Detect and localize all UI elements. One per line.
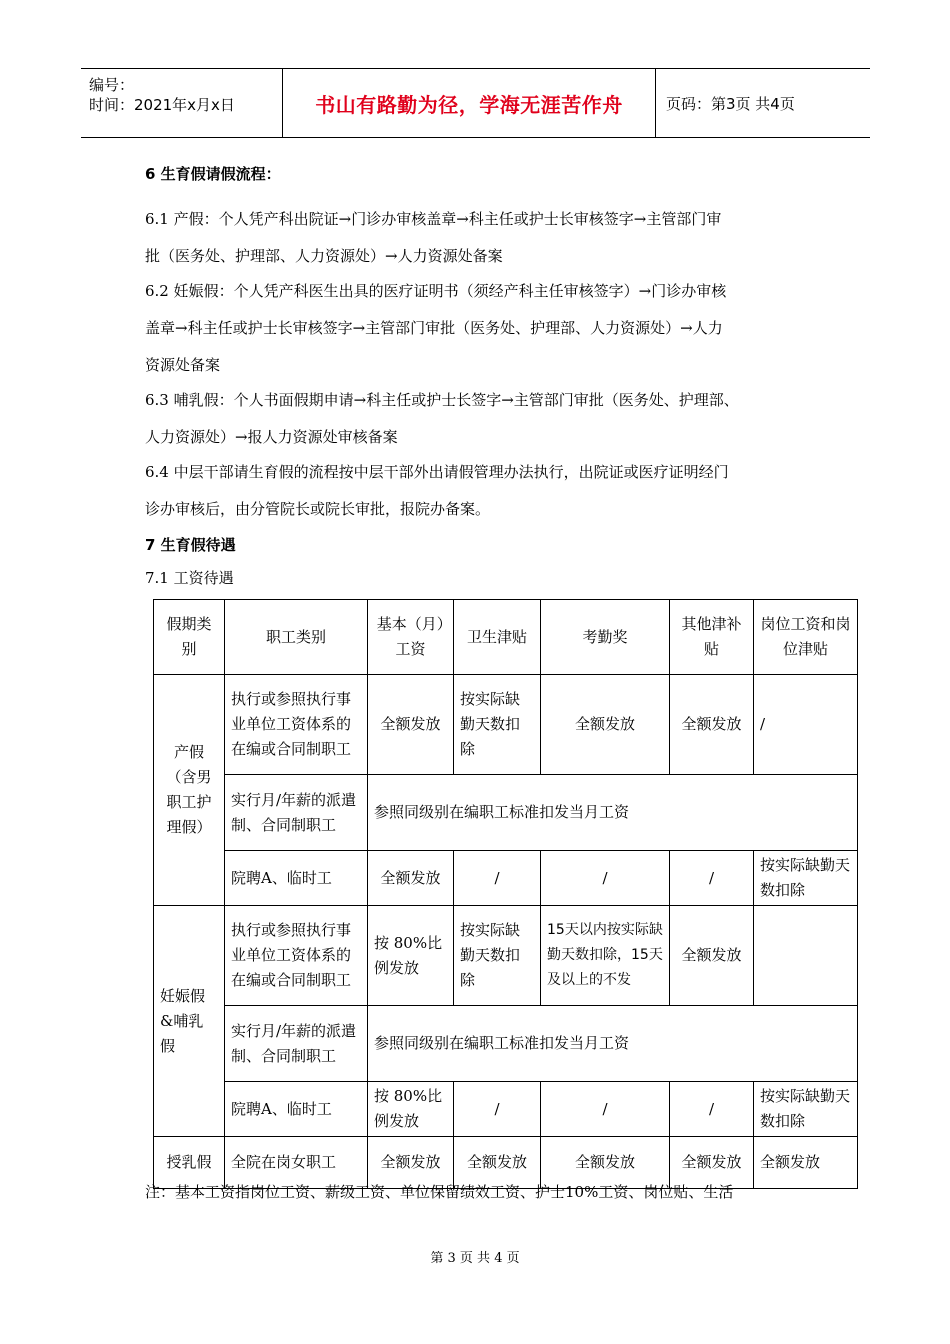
table-cell: 全额发放 bbox=[541, 675, 670, 775]
table-cell: / bbox=[754, 675, 858, 775]
column-header: 考勤奖 bbox=[541, 600, 670, 675]
table-cell: 院聘A、临时工 bbox=[225, 851, 368, 906]
table-cell: 院聘A、临时工 bbox=[225, 1082, 368, 1137]
page-footer: 第 3 页 共 4 页 bbox=[430, 1251, 520, 1266]
group-cell: 授乳假 bbox=[154, 1137, 225, 1189]
paragraph-line: 6.2 妊娠假：个人凭产科医生出具的医疗证明书（须经产科主任审核签字）→门诊办审核 bbox=[145, 282, 727, 300]
header-motto: 书山有路勤为径，学海无涯苦作舟 bbox=[315, 93, 623, 117]
header-meta bbox=[89, 75, 235, 115]
table-cell: 15天以内按实际缺勤天数扣除，15天及以上的不发 bbox=[541, 906, 670, 1006]
section-6-title: 6 生育假请假流程： bbox=[145, 165, 281, 183]
paragraph-line: 批（医务处、护理部、人力资源处）→人力资源处备案 bbox=[145, 247, 503, 265]
table-cell: 全额发放 bbox=[541, 1137, 670, 1189]
table-cell: 全额发放 bbox=[368, 675, 454, 775]
column-header: 卫生津贴 bbox=[454, 600, 541, 675]
table-cell: 参照同级别在编职工标准扣发当月工资 bbox=[368, 1006, 858, 1082]
table-row bbox=[154, 851, 858, 906]
table-row bbox=[154, 906, 858, 1006]
paragraph-line: 盖章→科主任或护士长审核签字→主管部门审批（医务处、护理部、人力资源处）→人力 bbox=[145, 319, 723, 337]
table-cell: 全额发放 bbox=[368, 851, 454, 906]
table-cell: 实行月/年薪的派遣制、合同制职工 bbox=[225, 775, 368, 851]
group-cell: 产假（含男职工护理假） bbox=[154, 675, 225, 906]
table-cell: 按实际缺勤天数扣除 bbox=[754, 1082, 858, 1137]
section-7-1-title: 7.1 工资待遇 bbox=[145, 569, 234, 587]
table-cell: 全额发放 bbox=[454, 1137, 541, 1189]
table-row bbox=[154, 775, 858, 851]
table-cell: 全额发放 bbox=[670, 906, 754, 1006]
table-cell: / bbox=[454, 851, 541, 906]
table-cell: 执行或参照执行事业单位工资体系的在编或合同制职工 bbox=[225, 675, 368, 775]
page-header bbox=[81, 68, 870, 138]
table-cell: / bbox=[670, 1082, 754, 1137]
table-cell: / bbox=[541, 1082, 670, 1137]
column-header: 职工类别 bbox=[225, 600, 368, 675]
page-number-label: 页码：第3页 共4页 bbox=[666, 95, 795, 113]
table-cell: / bbox=[541, 851, 670, 906]
paragraph-line: 6.4 中层干部请生育假的流程按中层干部外出请假管理办法执行，出院证或医疗证明经门 bbox=[145, 463, 729, 481]
paragraph-line: 诊办审核后，由分管院长或院长审批，报院办备案。 bbox=[145, 500, 491, 518]
group-cell: 妊娠假&哺乳假 bbox=[154, 906, 225, 1137]
table-cell: 执行或参照执行事业单位工资体系的在编或合同制职工 bbox=[225, 906, 368, 1006]
table-cell: 全额发放 bbox=[754, 1137, 858, 1189]
table-cell: 按实际缺勤天数扣除 bbox=[454, 906, 541, 1006]
paragraph-line: 人力资源处）→报人力资源处审核备案 bbox=[145, 428, 398, 446]
table-cell: 参照同级别在编职工标准扣发当月工资 bbox=[368, 775, 858, 851]
table-cell: 全额发放 bbox=[368, 1137, 454, 1189]
paragraph-line: 6.3 哺乳假：个人书面假期申请→科主任或护士长签字→主管部门审批（医务处、护理部、 bbox=[145, 391, 739, 409]
table-cell: 实行月/年薪的派遣制、合同制职工 bbox=[225, 1006, 368, 1082]
table-cell: 按 80%比例发放 bbox=[368, 906, 454, 1006]
table-cell: / bbox=[670, 851, 754, 906]
number-label: 编号： bbox=[89, 76, 135, 94]
table-cell: 全额发放 bbox=[670, 1137, 754, 1189]
table-row bbox=[154, 675, 858, 775]
salary-table bbox=[153, 599, 858, 1189]
table-header-row bbox=[154, 600, 858, 675]
time-label: 时间：2021年x月x日 bbox=[89, 96, 235, 114]
table-cell: 按 80%比例发放 bbox=[368, 1082, 454, 1137]
table-row bbox=[154, 1082, 858, 1137]
table-cell: 按实际缺勤天数扣除 bbox=[454, 675, 541, 775]
section-7-title: 7 生育假待遇 bbox=[145, 536, 236, 554]
table-cell bbox=[754, 906, 858, 1006]
column-header: 岗位工资和岗位津贴 bbox=[754, 600, 858, 675]
table-note: 注：基本工资指岗位工资、薪级工资、单位保留绩效工资、护士10%工资、岗位贴、生活 bbox=[145, 1183, 734, 1201]
column-header: 其他津补贴 bbox=[670, 600, 754, 675]
table-cell: / bbox=[454, 1082, 541, 1137]
column-header: 假期类别 bbox=[154, 600, 225, 675]
paragraph-line: 6.1 产假：个人凭产科出院证→门诊办审核盖章→科主任或护士长审核签字→主管部门审 bbox=[145, 210, 722, 228]
table-cell: 按实际缺勤天数扣除 bbox=[754, 851, 858, 906]
table-row bbox=[154, 1006, 858, 1082]
paragraph-line: 资源处备案 bbox=[145, 356, 221, 374]
table-cell: 全额发放 bbox=[670, 675, 754, 775]
column-header: 基本（月）工资 bbox=[368, 600, 454, 675]
header-divider bbox=[655, 69, 656, 137]
table-cell: 全院在岗女职工 bbox=[225, 1137, 368, 1189]
